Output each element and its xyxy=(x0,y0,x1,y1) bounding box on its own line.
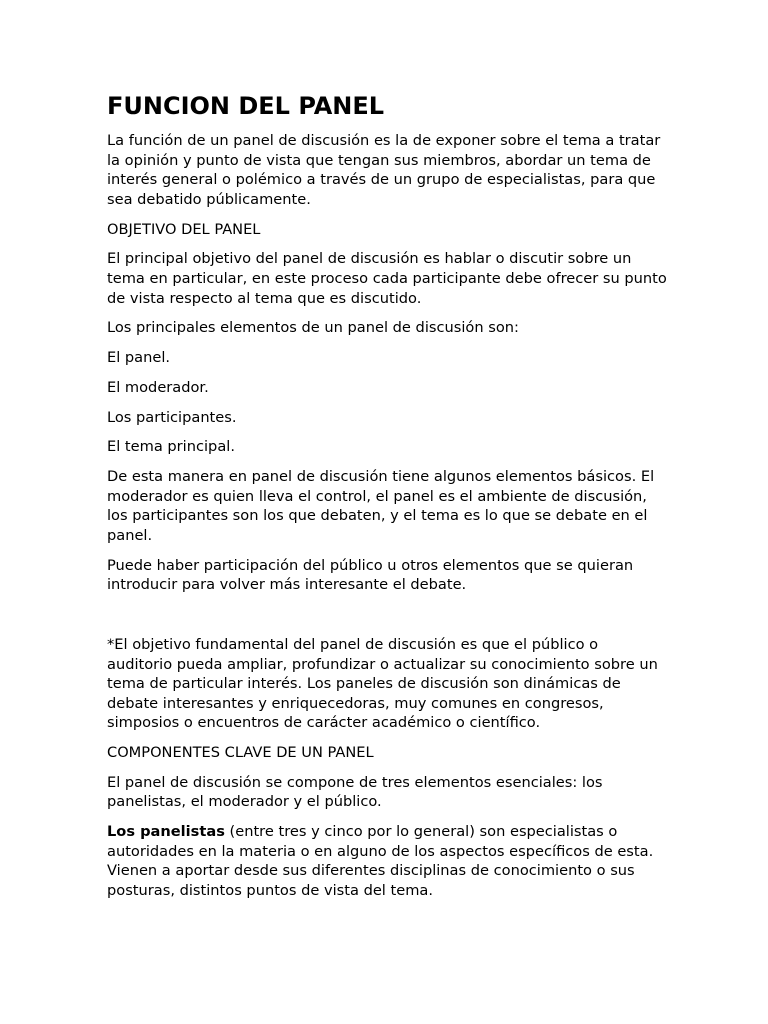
heading-objetivo: OBJETIVO DEL PANEL xyxy=(107,220,261,238)
paragraph-objetivo-fundamental: *El objetivo fundamental del panel de discusión es que el público o auditorio pueda ampliar, profundizar o actualizar su conocimiento sobre un tema de particular interés. Los paneles de discusión son dinámicas de debate interesantes y enriquecedoras, muy comunes en congresos, simposios o encuentros de carácter académico o científico. xyxy=(107,635,658,732)
paragraph-componentes: El panel de discusión se compone de tres elementos esenciales: los panelistas, el moderador y el público. xyxy=(107,773,603,811)
paragraph-elementos-basicos: De esta manera en panel de discusión tiene algunos elementos básicos. El moderador es quien lleva el control, el panel es el ambiente de discusión, los participantes son los que debaten, y el tema es lo que se debate en el panel. xyxy=(107,468,655,544)
paragraph-funcion: La función de un panel de discusión es la de exponer sobre el tema a tratar la opinión y punto de vista que tengan sus miembros, abordar un tema de interés general o polémico a través de un grupo de especialistas, para que sea debatido públicamente. xyxy=(107,132,661,208)
list-item-tema: El tema principal. xyxy=(107,438,235,456)
list-item-moderador: El moderador. xyxy=(107,378,209,396)
panelistas-description: (entre tres y cinco por lo general) son especialistas o autoridades en la materia o en alguno de los aspectos específicos de esta. Vienen a aportar desde sus diferentes disciplinas de conocimiento o sus posturas, distintos puntos de vista del tema. xyxy=(107,823,654,900)
paragraph-panelistas xyxy=(107,822,667,900)
list-item-participantes: Los participantes. xyxy=(107,408,237,426)
paragraph-elementos-intro: Los principales elementos de un panel de discusión son: xyxy=(107,319,519,337)
list-item-panel: El panel. xyxy=(107,349,171,367)
paragraph-objetivo: El principal objetivo del panel de discusión es hablar o discutir sobre un tema en particular, en este proceso cada participante debe ofrecer su punto de vista respecto al tema que es discutido. xyxy=(107,250,667,307)
heading-componentes: COMPONENTES CLAVE DE UN PANEL xyxy=(107,744,374,762)
blank-line xyxy=(107,605,667,625)
document-title: FUNCION DEL PANEL xyxy=(107,92,385,120)
document-page xyxy=(107,90,667,911)
paragraph-participacion: Puede haber participación del público u otros elementos que se quieran introducir para volver más interesante el debate. xyxy=(107,556,634,594)
panelistas-term: Los panelistas xyxy=(107,823,225,841)
